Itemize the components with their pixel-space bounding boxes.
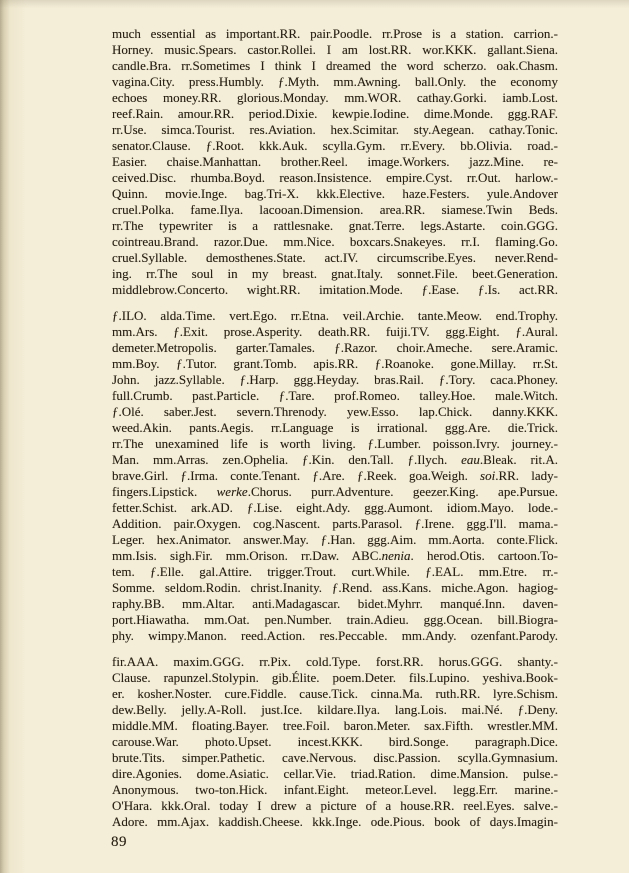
text-line: rr.Use. simca.Tourist. res.Aviation. hex.Scimitar. sty.Aegean. cathay.Tonic. bbox=[112, 122, 558, 137]
scan-top-shadow bbox=[0, 0, 629, 8]
text-line: Leger. hex.Animator. answer.May. ƒ.Han. ggg.Aim. mm.Aorta. conte.Flick. bbox=[112, 532, 558, 547]
scan-edge-shadow bbox=[0, 0, 26, 873]
text-line: echoes money.RR. glorious.Monday. mm.WOR. cathay.Gorki. iamb.Lost. bbox=[112, 90, 558, 105]
text-line: fingers.Lipstick. werke.Chorus. purr.Adventure. geezer.King. ape.Pursue. bbox=[112, 484, 558, 499]
text-line: brute.Tits. simper.Pathetic. cave.Nervous. disc.Passion. scylla.Gymnasium. bbox=[112, 750, 558, 765]
paragraph-1 bbox=[112, 26, 558, 298]
text-line: Quinn. movie.Inge. bag.Tri-X. kkk.Elective. haze.Festers. yule.Andover bbox=[112, 186, 558, 201]
text-line: demeter.Metropolis. garter.Tamales. ƒ.Razor. choir.Ameche. sere.Aramic. bbox=[112, 340, 558, 355]
text-line: Easier. chaise.Manhattan. brother.Reel. image.Workers. jazz.Mine. re- bbox=[112, 154, 558, 169]
text-line: Anonymous. two-ton.Hick. infant.Eight. meteor.Level. legg.Err. marine.- bbox=[112, 782, 558, 797]
text-line: port.Hiawatha. mm.Oat. pen.Number. train.Adieu. ggg.Ocean. bill.Biogra- bbox=[112, 612, 558, 627]
text-line: O'Hara. kkk.Oral. today I drew a picture of a house.RR. reel.Eyes. salve.- bbox=[112, 798, 558, 813]
text-line: carouse.War. photo.Upset. incest.KKK. bird.Songe. paragraph.Dice. bbox=[112, 734, 558, 749]
text-line: er. kosher.Noster. cure.Fiddle. cause.Tick. cinna.Ma. ruth.RR. lyre.Schism. bbox=[112, 686, 558, 701]
page-text-block bbox=[112, 26, 558, 830]
text-line: Adore. mm.Ajax. kaddish.Cheese. kkk.Inge. ode.Pious. book of days.Imagin- bbox=[112, 814, 558, 829]
text-line: ceived.Disc. rhumba.Boyd. reason.Insistence. empire.Cyst. rr.Out. harlow.- bbox=[112, 170, 558, 185]
text-line: mm.Ars. ƒ.Exit. prose.Asperity. death.RR. fuiji.TV. ggg.Eight. ƒ.Aural. bbox=[112, 324, 558, 339]
text-line: full.Crumb. past.Particle. ƒ.Tare. prof.Romeo. talley.Hoe. male.Witch. bbox=[112, 388, 558, 403]
text-line: much essential as important.RR. pair.Poodle. rr.Prose is a station. carrion.- bbox=[112, 26, 558, 41]
text-line: senator.Clause. ƒ.Root. kkk.Auk. scylla.Gym. rr.Every. bb.Olivia. road.- bbox=[112, 138, 558, 153]
text-line: brave.Girl. ƒ.Irma. conte.Tenant. ƒ.Are. ƒ.Reek. goa.Weigh. soi.RR. lady- bbox=[112, 468, 558, 483]
text-line: cruel.Syllable. demosthenes.State. act.IV. circumscribe.Eyes. never.Rend- bbox=[112, 250, 558, 265]
text-line: rr.The typewriter is a rattlesnake. gnat.Terre. legs.Astarte. coin.GGG. bbox=[112, 218, 558, 233]
text-line: ing. rr.The soul in my breast. gnat.Italy. sonnet.File. beet.Generation. bbox=[112, 266, 558, 281]
text-line: candle.Bra. rr.Sometimes I think I dreamed the word scherzo. oak.Chasm. bbox=[112, 58, 558, 73]
text-line: dire.Agonies. dome.Asiatic. cellar.Vie. triad.Ration. dime.Mansion. pulse.- bbox=[112, 766, 558, 781]
text-line: cruel.Polka. fame.Ilya. lacooan.Dimension. area.RR. siamese.Twin Beds. bbox=[112, 202, 558, 217]
text-line: middlebrow.Concerto. wight.RR. imitation.Mode. ƒ.Ease. ƒ.Is. act.RR. bbox=[112, 282, 558, 297]
text-line: John. jazz.Syllable. ƒ.Harp. ggg.Heyday. bras.Rail. ƒ.Tory. caca.Phoney. bbox=[112, 372, 558, 387]
text-line: fir.AAA. maxim.GGG. rr.Pix. cold.Type. forst.RR. horus.GGG. shanty.- bbox=[112, 654, 558, 669]
text-line: weed.Akin. pants.Aegis. rr.Language is irrational. ggg.Are. die.Trick. bbox=[112, 420, 558, 435]
text-line: phy. wimpy.Manon. reed.Action. res.Peccable. mm.Andy. ozenfant.Parody. bbox=[112, 628, 558, 643]
paragraph-3 bbox=[112, 654, 558, 830]
text-line: Horney. music.Spears. castor.Rollei. I am lost.RR. wor.KKK. gallant.Siena. bbox=[112, 42, 558, 57]
page-number: 89 bbox=[111, 834, 127, 850]
text-line: reef.Rain. amour.RR. period.Dixie. kewpie.Iodine. dime.Monde. ggg.RAF. bbox=[112, 106, 558, 121]
text-line: fetter.Schist. ark.AD. ƒ.Lise. eight.Ady. ggg.Aumont. idiom.Mayo. lode.- bbox=[112, 500, 558, 515]
text-line: dew.Belly. jelly.A-Roll. just.Ice. kildare.Ilya. lang.Lois. mai.Né. ƒ.Deny. bbox=[112, 702, 558, 717]
text-line: Clause. rapunzel.Stolypin. gib.Élite. poem.Deter. fils.Lupino. yeshiva.Book- bbox=[112, 670, 558, 685]
paragraph-2 bbox=[112, 308, 558, 644]
text-line: middle.MM. floating.Bayer. tree.Foil. baron.Meter. sax.Fifth. wrestler.MM. bbox=[112, 718, 558, 733]
text-line: mm.Boy. ƒ.Tutor. grant.Tomb. apis.RR. ƒ.Roanoke. gone.Millay. rr.St. bbox=[112, 356, 558, 371]
text-line: tem. ƒ.Elle. gal.Attire. trigger.Trout. curt.While. ƒ.EAL. mm.Etre. rr.- bbox=[112, 564, 558, 579]
text-line: ƒ.Olé. saber.Jest. severn.Threnody. yew.Esso. lap.Chick. danny.KKK. bbox=[112, 404, 558, 419]
text-line: raphy.BB. mm.Altar. anti.Madagascar. bidet.Myhrr. manqué.Inn. daven- bbox=[112, 596, 558, 611]
text-line: cointreau.Brand. razor.Due. mm.Nice. boxcars.Snakeyes. rr.I. flaming.Go. bbox=[112, 234, 558, 249]
text-line: mm.Isis. sigh.Fir. mm.Orison. rr.Daw. ABC.nenia. herod.Otis. cartoon.To- bbox=[112, 548, 558, 563]
text-line: ƒ.ILO. alda.Time. vert.Ego. rr.Etna. veil.Archie. tante.Meow. end.Trophy. bbox=[112, 308, 558, 323]
text-line: Man. mm.Arras. zen.Ophelia. ƒ.Kin. den.Tall. ƒ.Ilych. eau.Bleak. rit.A. bbox=[112, 452, 558, 467]
text-line: Somme. seldom.Rodin. christ.Inanity. ƒ.Rend. ass.Kans. miche.Agon. hagiog- bbox=[112, 580, 558, 595]
text-line: rr.The unexamined life is worth living. ƒ.Lumber. poisson.Ivry. journey.- bbox=[112, 436, 558, 451]
text-line: Addition. pair.Oxygen. cog.Nascent. parts.Parasol. ƒ.Irene. ggg.I'll. mama.- bbox=[112, 516, 558, 531]
text-line: vagina.City. press.Humbly. ƒ.Myth. mm.Awning. ball.Only. the economy bbox=[112, 74, 558, 89]
